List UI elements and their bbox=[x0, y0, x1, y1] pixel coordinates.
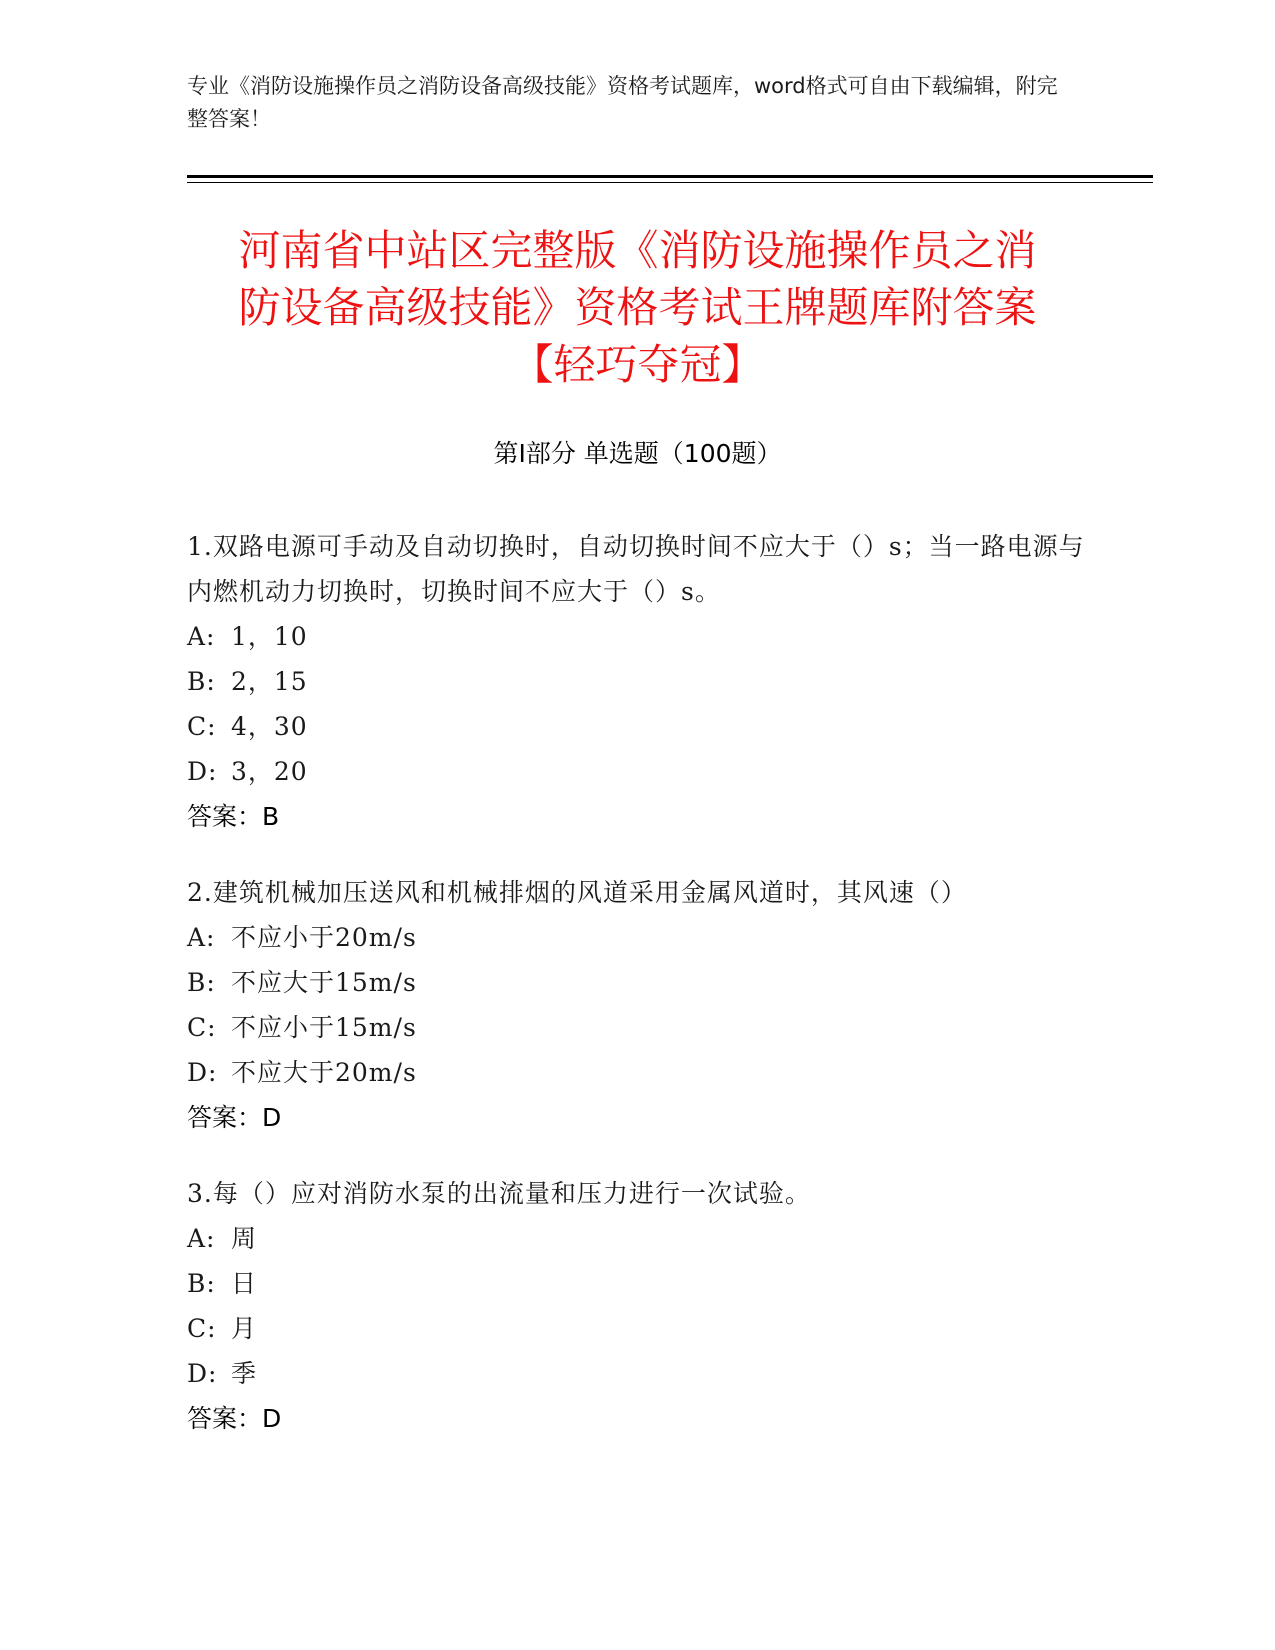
option-letter: D: bbox=[187, 757, 218, 786]
option-text: 不应大于15m/s bbox=[231, 968, 417, 997]
option-b bbox=[187, 1261, 1087, 1306]
option-letter: D: bbox=[187, 1359, 218, 1388]
option-letter: A: bbox=[187, 923, 216, 952]
option-text: 3，20 bbox=[231, 757, 308, 786]
option-letter: B: bbox=[187, 667, 216, 696]
option-letter: A: bbox=[187, 1224, 216, 1253]
header-rule-thin bbox=[187, 182, 1153, 183]
option-c bbox=[187, 1005, 1087, 1050]
option-d bbox=[187, 749, 1087, 794]
answer: 答案：D bbox=[187, 1404, 282, 1433]
question-stem: 1.双路电源可手动及自动切换时，自动切换时间不应大于（）s；当一路电源与内燃机动力切换时，切换时间不应大于（）s。 bbox=[187, 532, 1085, 606]
header-rule-thick bbox=[187, 175, 1153, 178]
title-line-3: 【轻巧夺冠】 bbox=[511, 340, 764, 389]
option-b bbox=[187, 659, 1087, 704]
option-letter: C: bbox=[187, 712, 217, 741]
option-d bbox=[187, 1050, 1087, 1095]
option-text: 不应小于15m/s bbox=[231, 1013, 417, 1042]
question-3 bbox=[187, 1171, 1087, 1441]
question-1 bbox=[187, 524, 1087, 839]
question-stem: 3.每（）应对消防水泵的出流量和压力进行一次试验。 bbox=[187, 1179, 811, 1208]
option-text: 月 bbox=[231, 1314, 258, 1343]
option-text: 日 bbox=[231, 1269, 258, 1298]
header-note: 专业《消防设施操作员之消防设备高级技能》资格考试题库，word格式可自由下载编辑，附完整答案！ bbox=[187, 74, 1058, 131]
option-c bbox=[187, 1306, 1087, 1351]
option-c bbox=[187, 704, 1087, 749]
question-stem: 2.建筑机械加压送风和机械排烟的风道采用金属风道时，其风速（） bbox=[187, 878, 967, 907]
answer: 答案：D bbox=[187, 1103, 282, 1132]
option-text: 4，30 bbox=[231, 712, 308, 741]
option-text: 2，15 bbox=[231, 667, 308, 696]
title-line-2: 防设备高级技能》资格考试王牌题库附答案 bbox=[238, 283, 1037, 332]
option-letter: A: bbox=[187, 622, 216, 651]
option-d bbox=[187, 1351, 1087, 1396]
option-text: 1，10 bbox=[231, 622, 308, 651]
option-b bbox=[187, 960, 1087, 1005]
title-line-1: 河南省中站区完整版《消防设施操作员之消 bbox=[238, 226, 1037, 275]
option-text: 不应大于20m/s bbox=[231, 1058, 417, 1087]
option-letter: C: bbox=[187, 1013, 217, 1042]
section-title: 第Ⅰ部分 单选题（100题） bbox=[493, 439, 782, 468]
question-2 bbox=[187, 870, 1087, 1140]
document-title bbox=[160, 222, 1115, 393]
option-text: 季 bbox=[231, 1359, 258, 1388]
option-a bbox=[187, 614, 1087, 659]
answer: 答案：B bbox=[187, 802, 280, 831]
option-a bbox=[187, 915, 1087, 960]
option-a bbox=[187, 1216, 1087, 1261]
option-text: 周 bbox=[231, 1224, 258, 1253]
option-letter: D: bbox=[187, 1058, 218, 1087]
option-text: 不应小于20m/s bbox=[231, 923, 417, 952]
question-list bbox=[187, 524, 1087, 1472]
option-letter: B: bbox=[187, 1269, 216, 1298]
option-letter: B: bbox=[187, 968, 216, 997]
option-letter: C: bbox=[187, 1314, 217, 1343]
